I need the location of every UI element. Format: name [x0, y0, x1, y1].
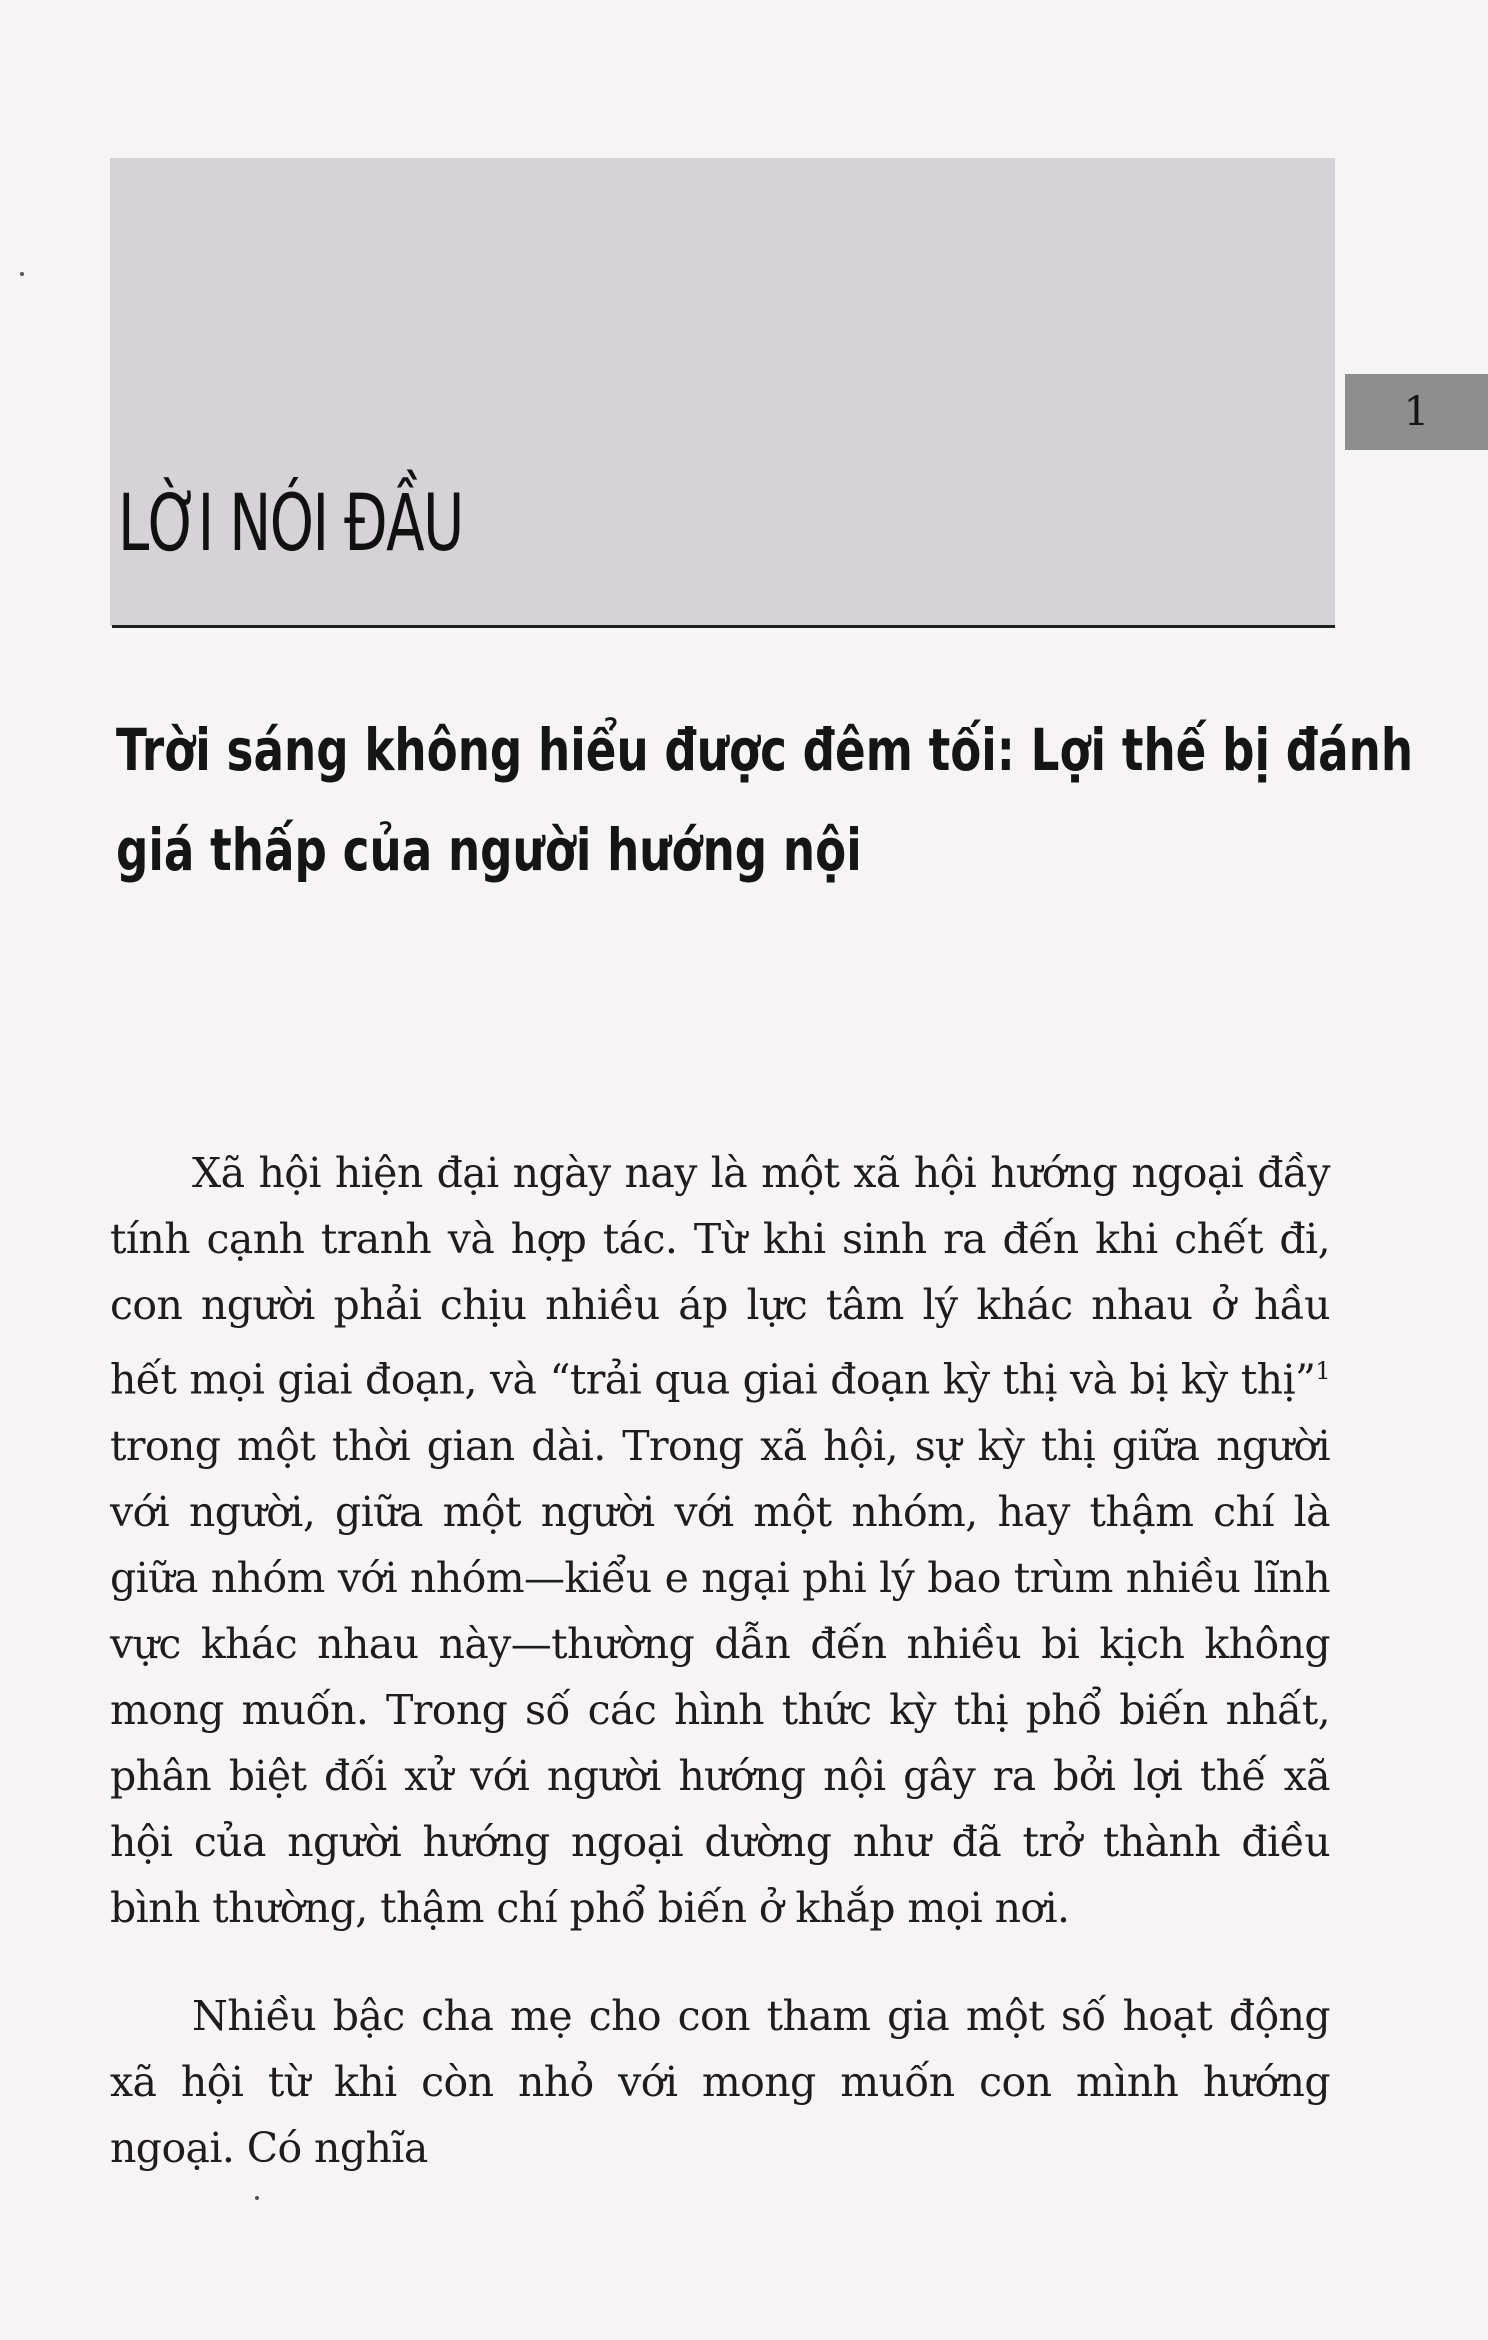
paragraph-2 — [110, 1983, 1330, 2181]
header-divider — [112, 625, 1335, 628]
print-speck — [255, 2196, 259, 2200]
paragraph-2-text: Nhiều bậc cha mẹ cho con tham gia một số hoạt động xã hội từ khi còn nhỏ với mong muốn con mình hướng ngoại. Có nghĩa — [110, 1991, 1330, 2172]
page-number: 1 — [1403, 389, 1430, 435]
footnote-marker: 1 — [1315, 1357, 1330, 1385]
section-title — [116, 700, 1414, 900]
paragraph-1 — [110, 1140, 1330, 1941]
chapter-title: LỜI NÓI ĐẦU — [118, 479, 463, 569]
print-speck — [20, 272, 24, 276]
section-title-line-1: Trời sáng không hiểu được đêm tối: Lợi thế bị đánh — [116, 716, 1414, 784]
body-text — [110, 1140, 1330, 2223]
paragraph-1-text-b: trong một thời gian dài. Trong xã hội, sự kỳ thị giữa người với người, giữa một người với một nhóm, hay thậm chí là giữa nhóm với nhóm—kiểu e ngại phi lý bao trùm nhiều lĩnh vực khác nhau này—thường dẫn đến nhiều bi kịch không mong muốn. Trong số các hình thức kỳ thị phổ biến nhất, phân biệt đối xử với người hướng nội gây ra bởi lợi thế xã hội của người hướng ngoại dường như đã trở thành điều bình thường, thậm chí phổ biến ở khắp mọi nơi. — [110, 1421, 1330, 1932]
paragraph-1-text-a: Xã hội hiện đại ngày nay là một xã hội hướng ngoại đầy tính cạnh tranh và hợp tác. Từ khi sinh ra đến khi chết đi, con người phải chịu nhiều áp lực tâm lý khác nhau ở hầu hết mọi giai đoạn, và “trải qua giai đoạn kỳ thị và bị kỳ thị” — [110, 1149, 1330, 1404]
section-title-line-2: giá thấp của người hướng nội — [116, 816, 862, 884]
chapter-number-tab — [1345, 374, 1488, 450]
